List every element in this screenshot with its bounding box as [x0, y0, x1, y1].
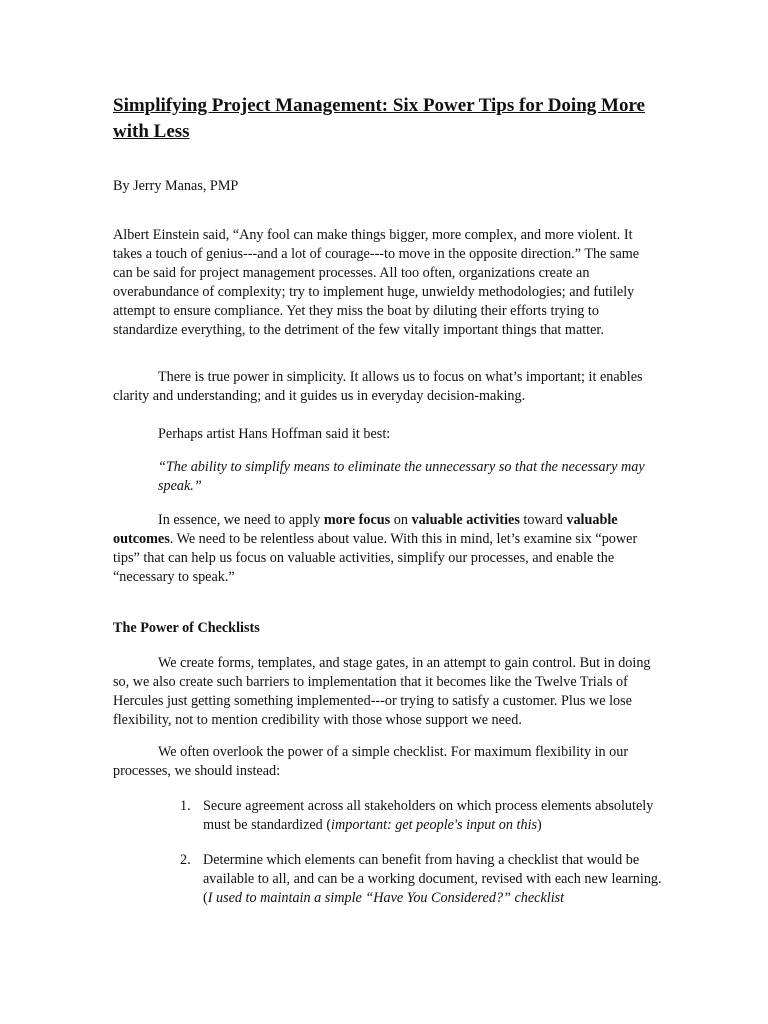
- overlook-paragraph: We often overlook the power of a simple checklist. For maximum flexibility in our processes, we should instead:: [113, 744, 629, 779]
- essence-text-2: on: [390, 512, 412, 528]
- list-item-text: Secure agreement across all stakeholders on which process elements absolutely must be standardized (: [203, 798, 654, 833]
- section-heading: The Power of Checklists: [113, 620, 260, 636]
- list-item-italic: I used to maintain a simple “Have You Considered?” checklist: [207, 890, 565, 906]
- list-item-tail: ): [537, 817, 542, 833]
- hoffman-quote: “The ability to simplify means to eliminate the unnecessary so that the necessary may speak.”: [158, 459, 645, 494]
- intro-paragraph: Albert Einstein said, “Any fool can make things bigger, more complex, and more violent. It takes a touch of genius---and a lot of courage---to move in the opposite direction.” The same can be said for project management processes. All too often, organizations create an overabundance of complexity; try to implement huge, unwieldy methodologies; and futilely attempt to ensure compliance. Yet they miss the boat by diluting their efforts trying to standardize everything, to the detriment of the few vitally important things that matter.: [113, 227, 640, 338]
- checklists-paragraph: We create forms, templates, and stage gates, in an attempt to gain control. But in doing so, we also create such barriers to implementation that it becomes like the Twelve Trials of Hercules just getting something implemented---or trying to satisfy a customer. Plus we lose flexibility, not to mention credibility with those whose support we need.: [113, 655, 651, 728]
- essence-text-3: toward: [519, 512, 567, 528]
- essence-bold-3: valuable outcomes: [113, 512, 618, 547]
- list-item: [180, 851, 673, 908]
- hoffman-intro: Perhaps artist Hans Hoffman said it best:: [158, 426, 391, 442]
- list-number: 2.: [180, 852, 191, 868]
- essence-bold-1: more focus: [323, 512, 391, 528]
- article-title: Simplifying Project Management: Six Power Tips for Doing More with Less: [113, 95, 645, 142]
- essence-text-4: . We need to be relentless about value. With this in mind, let’s examine six “power tips” that can help us focus on valuable activities, simplify our processes, and enable the “necessary to speak.”: [113, 531, 638, 585]
- essence-text-1: In essence, we need to apply: [158, 512, 324, 528]
- essence-bold-2: valuable activities: [411, 512, 520, 528]
- list-item-italic: important: get people's input on this: [331, 817, 538, 833]
- byline: By Jerry Manas, PMP: [113, 178, 239, 194]
- list-number: 1.: [180, 798, 191, 814]
- essence-paragraph: [113, 511, 658, 587]
- list-item-text: Determine which elements can benefit from having a checklist that would be available to all, and can be a working document, revised with each new learning. (: [203, 852, 662, 906]
- simplicity-paragraph: There is true power in simplicity. It allows us to focus on what’s important; it enables clarity and understanding; and it guides us in everyday decision-making.: [113, 369, 643, 404]
- list-item: [180, 797, 673, 835]
